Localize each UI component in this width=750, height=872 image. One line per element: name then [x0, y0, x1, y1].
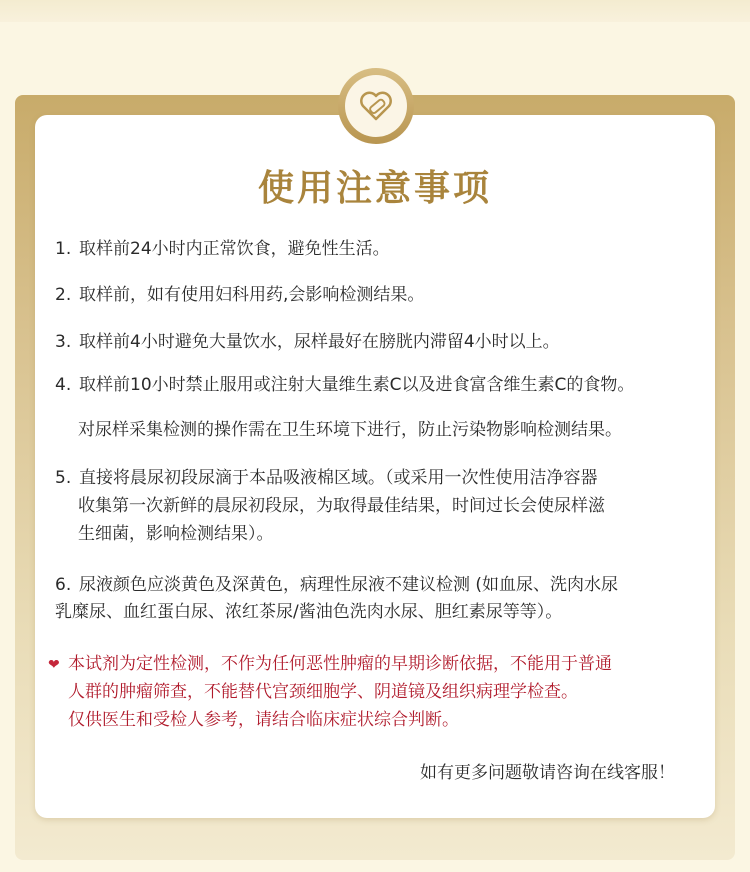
- list-item: 2. 取样前，如有使用妇科用药,会影响检测结果。: [55, 285, 425, 305]
- warning-line: 仅供医生和受检人参考，请结合临床症状综合判断。: [68, 710, 459, 730]
- list-item-note: 对尿样采集检测的操作需在卫生环境下进行，防止污染物影响检测结果。: [78, 420, 622, 440]
- top-band: [0, 0, 750, 22]
- list-item-line: 收集第一次新鲜的晨尿初段尿，为取得最佳结果，时间过长会使尿样滋: [78, 496, 605, 516]
- list-item: 1. 取样前24小时内正常饮食，避免性生活。: [55, 239, 390, 259]
- list-item-line: 生细菌，影响检测结果）。: [78, 524, 274, 544]
- list-item: 6. 尿液颜色应淡黄色及深黄色，病理性尿液不建议检测 (如血尿、洗肉水尿: [55, 575, 619, 595]
- list-item: 4. 取样前10小时禁止服用或注射大量维生素C以及进食富含维生素C的食物。: [55, 375, 635, 395]
- warning-line: 本试剂为定性检测，不作为任何恶性肿瘤的早期诊断依据，不能用于普通: [68, 654, 612, 674]
- warning-line: 人群的肿瘤筛查，不能替代宫颈细胞学、阴道镜及组织病理学检查。: [68, 682, 578, 702]
- heart-bandage-icon: [356, 86, 396, 126]
- page-title: 使用注意事项: [257, 168, 492, 209]
- list-item: 5. 直接将晨尿初段尿滴于本品吸液棉区域。（或采用一次性使用洁净容器: [55, 468, 598, 488]
- heart-icon: ❤: [48, 657, 60, 673]
- list-item-line: 乳糜尿、血红蛋白尿、浓红茶尿/酱油色洗肉水尿、胆红素尿等等）。: [55, 602, 563, 622]
- emblem: [338, 68, 414, 144]
- footer-contact: 如有更多问题敬请咨询在线客服！: [420, 763, 675, 783]
- list-item: 3. 取样前4小时避免大量饮水，尿样最好在膀胱内滞留4小时以上。: [55, 332, 560, 352]
